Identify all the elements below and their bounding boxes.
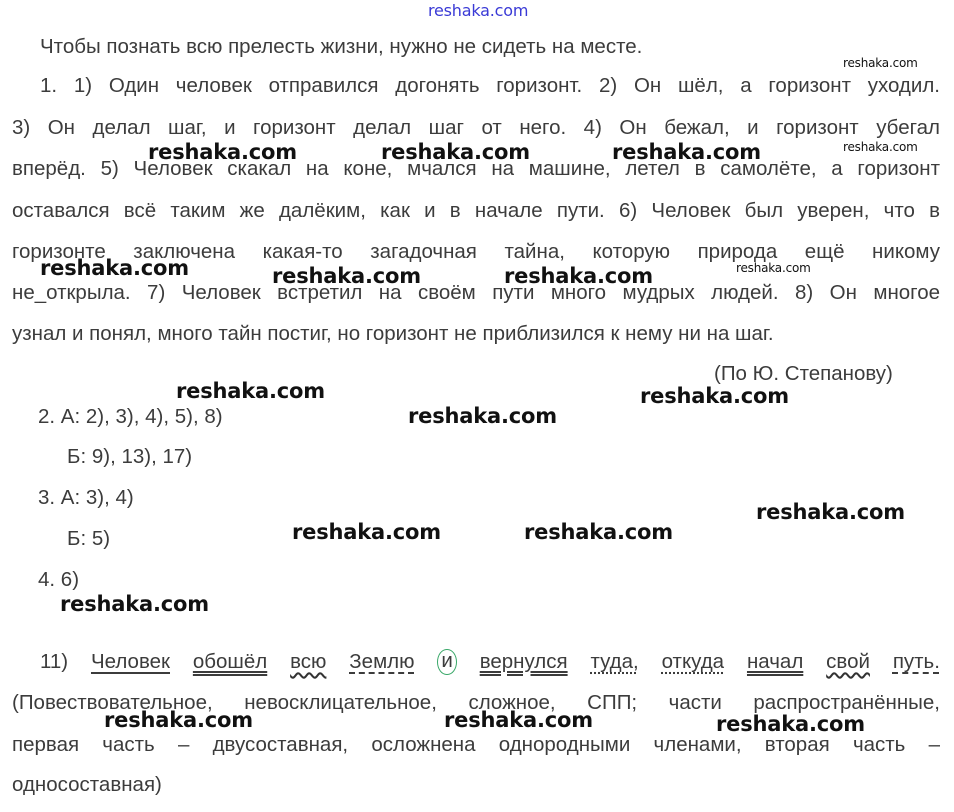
word-subject: Человек <box>90 650 170 673</box>
text-title: Чтобы познать всю прелесть жизни, нужно не сидеть на месте. <box>40 35 643 58</box>
word-predicate-2: вернулся <box>479 650 568 673</box>
watermark: reshaka.com <box>612 140 761 164</box>
text-line-1: 1. 1) Один человек отправился догонять горизонт. 2) Он шёл, а горизонт уходил. <box>40 74 940 97</box>
attribution: (По Ю. Степанову) <box>714 362 893 385</box>
sentence-11 <box>40 649 940 675</box>
watermark: reshaka.com <box>292 520 441 544</box>
answer-3a: 3. А: 3), 4) <box>38 486 134 509</box>
watermark: reshaka.com <box>176 379 325 403</box>
watermark-small: reshaka.com <box>736 261 811 275</box>
watermark: reshaka.com <box>40 256 189 280</box>
watermark: reshaka.com <box>381 140 530 164</box>
watermark: reshaka.com <box>408 404 557 428</box>
word-object: Землю <box>349 650 415 673</box>
watermark: reshaka.com <box>504 264 653 288</box>
analysis-line-1: (Повествовательное, невосклицательное, сложное, СПП; части распространённые, <box>12 691 940 714</box>
watermark: reshaka.com <box>60 592 209 616</box>
answer-3b: Б: 5) <box>67 527 111 550</box>
word-object-2: путь. <box>892 650 940 673</box>
text-line-6: не_открыла. 7) Человек встретил на своём пути много мудрых людей. 8) Он многое <box>12 281 940 304</box>
answer-2a: 2. А: 2), 3), 4), 5), 8) <box>38 405 223 428</box>
top-watermark: reshaka.com <box>428 1 529 20</box>
word-adverbial-2: откуда <box>661 650 725 673</box>
watermark: reshaka.com <box>444 708 593 732</box>
word-definition-1: всю <box>290 650 327 673</box>
watermark: reshaka.com <box>104 708 253 732</box>
word-predicate-1: обошёл <box>192 650 268 673</box>
sentence-number: 11) <box>40 650 69 673</box>
watermark: reshaka.com <box>524 520 673 544</box>
analysis-line-2: первая часть – двусоставная, осложнена однородными членами, вторая часть – <box>12 733 940 756</box>
watermark: reshaka.com <box>148 140 297 164</box>
text-line-5: горизонте заключена какая-то загадочная тайна, которую природа ещё никому <box>12 240 940 263</box>
watermark: reshaka.com <box>272 264 421 288</box>
word-conjunction: и <box>437 649 456 675</box>
answer-4: 4. 6) <box>38 568 80 591</box>
text-line-3: вперёд. 5) Человек скакал на коне, мчался на машине, летел в самолёте, а горизонт <box>12 157 940 180</box>
word-adverbial-1: туда, <box>590 650 639 673</box>
watermark-small: reshaka.com <box>843 56 918 70</box>
word-definition-2: свой <box>826 650 870 673</box>
text-line-4: оставался всё таким же далёким, как и в начале пути. 6) Человек был уверен, что в <box>12 199 940 222</box>
analysis-line-3: односоставная) <box>12 773 162 796</box>
word-predicate-3: начал <box>746 650 804 673</box>
answer-2b: Б: 9), 13), 17) <box>67 445 193 468</box>
text-line-7: узнал и понял, много тайн постиг, но горизонт не приблизился к нему ни на шаг. <box>12 322 774 345</box>
watermark: reshaka.com <box>756 500 905 524</box>
watermark: reshaka.com <box>640 384 789 408</box>
watermark-small: reshaka.com <box>843 140 918 154</box>
watermark: reshaka.com <box>716 712 865 736</box>
text-line-2: 3) Он делал шаг, и горизонт делал шаг от него. 4) Он бежал, и горизонт убегал <box>12 116 940 139</box>
